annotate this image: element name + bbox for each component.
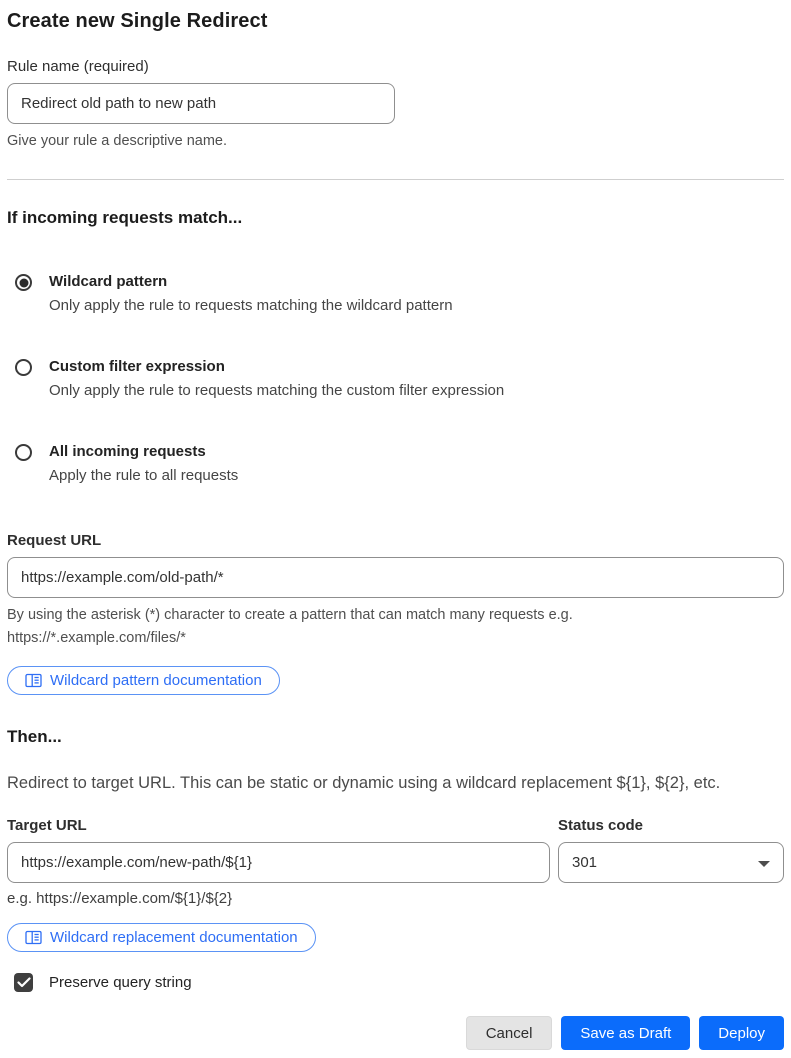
radio-desc-custom-filter: Only apply the rule to requests matching the custom filter expression: [49, 382, 505, 399]
radio-unselected-icon[interactable]: [15, 444, 32, 461]
open-book-icon: [25, 673, 42, 688]
wildcard-replacement-doc-button[interactable]: [7, 923, 316, 952]
action-buttons: [7, 1016, 784, 1050]
page-title: Create new Single Redirect: [7, 10, 268, 32]
radio-unselected-icon[interactable]: [15, 359, 32, 376]
radio-selected-icon[interactable]: [15, 274, 32, 291]
match-type-radio-group: [7, 272, 784, 487]
request-url-help-line1: By using the asterisk (*) character to create a pattern that can match many requests e.g.: [7, 607, 573, 623]
radio-desc-wildcard-pattern: Only apply the rule to requests matching the wildcard pattern: [49, 297, 453, 314]
cancel-button[interactable]: Cancel: [466, 1016, 553, 1050]
rule-name-help: Give your rule a descriptive name.: [7, 133, 228, 149]
radio-label-wildcard-pattern: Wildcard pattern: [49, 273, 168, 290]
request-url-label: Request URL: [7, 532, 102, 549]
open-book-icon: [25, 930, 42, 945]
wildcard-pattern-doc-label: Wildcard pattern documentation: [50, 672, 262, 689]
wildcard-pattern-doc-button[interactable]: [7, 666, 280, 695]
radio-option-all-requests[interactable]: [7, 442, 784, 487]
request-url-input[interactable]: [7, 557, 784, 598]
status-code-value: 301: [572, 854, 598, 871]
rule-name-input[interactable]: [7, 83, 395, 124]
save-as-draft-button[interactable]: Save as Draft: [561, 1016, 690, 1050]
target-url-help: e.g. https://example.com/${1}/${2}: [7, 890, 233, 907]
radio-option-wildcard-pattern[interactable]: [7, 272, 784, 317]
request-url-help: [7, 604, 784, 650]
match-section-heading: If incoming requests match...: [7, 208, 243, 227]
radio-option-custom-filter[interactable]: [7, 357, 784, 402]
target-status-row: [7, 816, 784, 883]
target-url-label: Target URL: [7, 817, 87, 834]
radio-label-custom-filter: Custom filter expression: [49, 358, 225, 375]
section-divider: [7, 179, 784, 180]
radio-desc-all-requests: Apply the rule to all requests: [49, 467, 239, 484]
checkbox-checked-icon[interactable]: [14, 973, 33, 992]
status-code-select[interactable]: [558, 842, 784, 883]
preserve-query-string-row[interactable]: [7, 973, 784, 992]
then-section-heading: Then...: [7, 727, 62, 746]
rule-name-label: Rule name (required): [7, 58, 149, 75]
status-code-label: Status code: [558, 817, 644, 834]
request-url-help-line2: https://*.example.com/files/*: [7, 630, 186, 646]
then-section-description: Redirect to target URL. This can be static or dynamic using a wildcard replacement ${1}, ${2}, etc.: [7, 774, 721, 792]
deploy-button[interactable]: Deploy: [699, 1016, 784, 1050]
wildcard-replacement-doc-label: Wildcard replacement documentation: [50, 929, 298, 946]
preserve-query-string-label: Preserve query string: [49, 974, 192, 991]
radio-label-all-requests: All incoming requests: [49, 443, 206, 460]
target-url-input[interactable]: [7, 842, 550, 883]
